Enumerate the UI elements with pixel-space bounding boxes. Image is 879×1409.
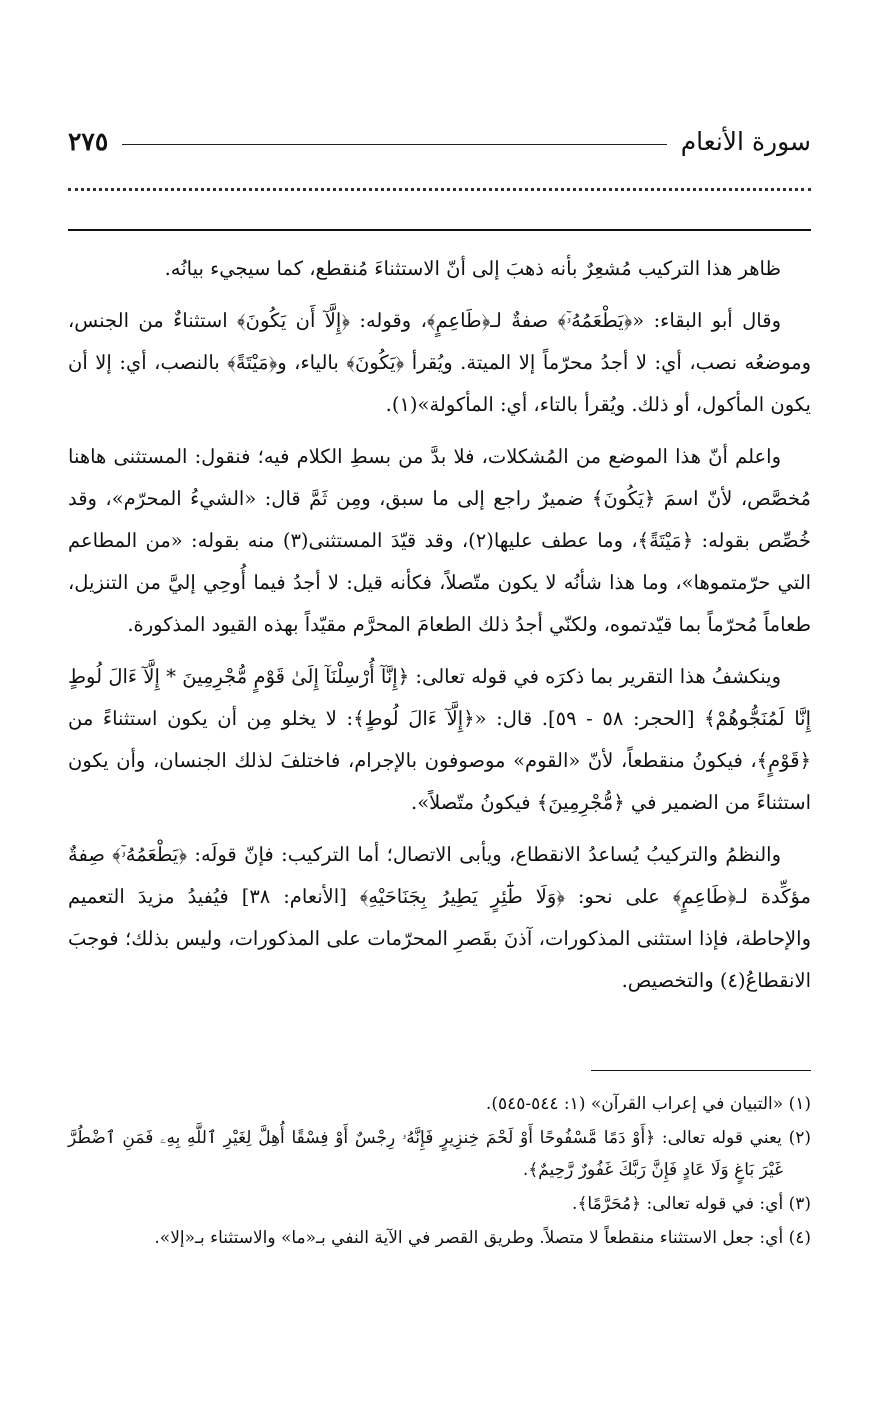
dotted-separator — [68, 188, 811, 191]
footnote: (٢) يعني قوله تعالى: ﴿أَوْ دَمًا مَّسْفُوحًا أَوْ لَحْمَ خِنزِيرٍ فَإِنَّهُۥ رِجْسٌ أَوْ فِسْقًا أُهِلَّ لِغَيْرِ ٱللَّهِ بِهِۦ فَمَنِ ٱضْطُرَّ غَيْرَ بَاغٍ وَلَا عَادٍ فَإِنَّ رَبَّكَ غَفُورٌ رَّحِيمٌ﴾. — [68, 1128, 811, 1180]
paragraph: ظاهر هذا التركيب مُشعِرٌ بأنه ذهبَ إلى أنّ الاستثناءَ مُنقطع، كما سيجيء بيانُه. — [164, 257, 781, 280]
footnote: (٤) أي: جعل الاستثناء منقطعاً لا متصلاً. وطريق القصر في الآية النفي بـ«ما» والاستثناء بـ«إلا». — [154, 1228, 811, 1248]
paragraph: والنظمُ والتركيبُ يُساعدُ الانقطاع، ويأبى الاتصال؛ أما التركيب: فإنّ قولَه: ﴿يَطْعَمُهُۥٓ﴾ صِفةٌ مؤكِّدة لـ﴿طَاعِمٍ﴾ على نحو: ﴿وَلَا طَٰٓئِرٍ يَطِيرُ بِجَنَاحَيْهِ﴾ [الأنعام: ٣٨] فيُفيدُ مزيدَ التعميم والإحاطة، فإذا استثنى المذكورات، آذنَ بقَصرِ المحرّمات على المذكورات، وليس بذلك؛ فوجبَ الانقطاعُ(٤) والتخصيص. — [68, 843, 811, 992]
paragraph: واعلم أنّ هذا الموضع من المُشكلات، فلا بدَّ من بسطِ الكلام فيه؛ فنقول: المستثنى هاهنا مُخصَّص، لأنّ اسمَ ﴿يَكُونَ﴾ ضميرٌ راجع إلى ما سبق، ومِن ثَمَّ قال: «الشيءُ المحرّم»، وقد خُصِّص بقوله: ﴿مَيْتَةً﴾، وما عطف عليها(٢)، وقد قيّدَ المستثنى(٣) منه بقوله: «من المطاعم التي حرّمتموها»، وما هذا شأنُه لا يكون متّصلاً، فكأنه قيل: لا أجدُ فيما أُوحِي إليَّ من التنزيل، طعاماً مُحرّماً بما قيّدتموه، ولكنّي أجدُ ذلك الطعامَ المحرَّم مقيّداً بهذه القيود المذكورة. — [68, 445, 812, 636]
footnotes — [68, 1088, 811, 1256]
header-line — [122, 144, 666, 145]
surah-title: سورة الأنعام — [680, 126, 811, 156]
footnote: (٣) أي: في قوله تعالى: ﴿مُحَرَّمًا﴾. — [572, 1194, 811, 1214]
paragraph: وينكشفُ هذا التقرير بما ذكرَه في قوله تعالى: ﴿إِنَّآ أُرْسِلْنَآ إِلَىٰ قَوْمٍ مُّجْرِمِينَ * إِلَّآ ءَالَ لُوطٍ إِنَّا لَمُنَجُّوهُمْ﴾ [الحجر: ٥٨ - ٥٩]. قال: «﴿إِلَّآ ءَالَ لُوطٍ﴾: لا يخلو مِن أن يكون استثناءً من ﴿قَوْمٍ﴾، فيكونُ منقطعاً، لأنّ «القوم» موصوفون بالإجرام، فاختلفَ لذلك الجنسان، وأن يكون استثناءً من الضمير في ﴿مُّجْرِمِينَ﴾ فيكونُ متّصلاً». — [68, 665, 811, 814]
paragraph: وقال أبو البقاء: «﴿يَطْعَمُهُۥٓ﴾ صفةٌ لـ﴿طَاعِمٍ﴾، وقوله: ﴿إِلَّآ أَن يَكُونَ﴾ استثناءٌ من الجنس، وموضعُه نصب، أي: لا أجدُ محرّماً إلا الميتة. ويُقرأ ﴿يَكُونَ﴾ بالياء، و﴿مَيْتَةً﴾ بالنصب، أي: إلا أن يكون المأكول، أو ذلك. ويُقرأ بالتاء، أي: المأكولة»(١). — [68, 309, 811, 416]
main-text — [68, 248, 811, 1012]
footnote-rule — [591, 1070, 811, 1071]
page-number: ٢٧٥ — [68, 126, 109, 156]
page-header — [68, 118, 811, 164]
top-rule — [68, 229, 811, 231]
footnote: (١) «التبيان في إعراب القرآن» (١: ٥٤٤-٥٤٥). — [485, 1094, 811, 1114]
